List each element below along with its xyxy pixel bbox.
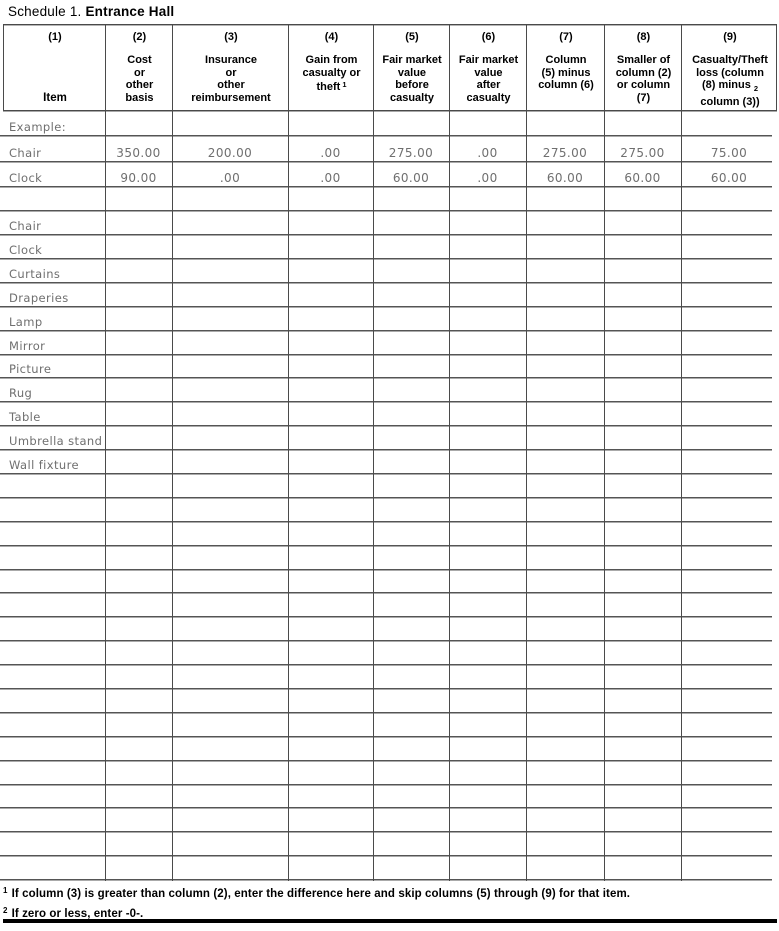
item-label: Clock	[9, 242, 43, 257]
footnote-1-text: If column (3) is greater than column (2), enter the difference here and skip columns (5) through (9) for that item.	[11, 888, 631, 900]
cell-value-col-4: .00	[320, 171, 341, 186]
item-label: Rug	[9, 386, 33, 401]
table-header	[3, 24, 777, 111]
empty-row	[0, 617, 772, 641]
column-header-5	[374, 25, 450, 110]
item-label: Table	[9, 410, 41, 425]
column-header-3	[173, 25, 289, 110]
item-row	[0, 426, 772, 450]
item-label: Chair	[9, 219, 42, 234]
column-label: Gain from casualty or theft $^1$	[302, 54, 361, 94]
empty-row	[0, 498, 772, 522]
column-divider	[681, 24, 682, 881]
example-row	[0, 136, 772, 161]
item-label: Umbrella stand	[9, 434, 103, 449]
cell-value-col-9: 75.00	[710, 145, 748, 160]
column-number: (8)	[636, 31, 651, 43]
cell-value-col-4: .00	[320, 145, 341, 160]
empty-row	[0, 570, 772, 594]
cell-value-col-6: .00	[477, 171, 498, 186]
item-label: Draperies	[9, 290, 69, 305]
cell-value-col-9: 60.00	[710, 171, 748, 186]
cell-value-col-8: 60.00	[624, 171, 661, 186]
column-number: (2)	[132, 31, 147, 43]
empty-row	[0, 808, 772, 832]
column-header-8	[605, 25, 682, 110]
column-header-6	[450, 25, 527, 110]
column-label: Cost or other basis	[125, 54, 154, 104]
item-label: Chair	[9, 145, 42, 160]
item-label: Clock	[9, 171, 43, 186]
cell-value-col-3: 200.00	[207, 145, 253, 160]
cell-value-col-5: 275.00	[388, 145, 434, 160]
cell-value-col-3: .00	[219, 171, 241, 186]
empty-row	[0, 641, 772, 665]
column-label: Casualty/Theft loss (column (8) minus $_2$ column (3))	[692, 54, 768, 108]
column-divider	[172, 24, 173, 881]
footnote-2-text: If zero or less, enter -0-.	[11, 907, 144, 920]
empty-row	[0, 522, 772, 546]
column-header-2	[106, 25, 173, 110]
column-divider	[449, 24, 450, 881]
item-row	[0, 307, 772, 331]
empty-row	[0, 665, 772, 689]
column-divider	[604, 24, 605, 881]
column-header-7	[527, 25, 605, 110]
footnote-reference: 1	[342, 80, 347, 90]
item-label: Picture	[9, 362, 52, 377]
cell-value-col-7: 275.00	[542, 145, 588, 160]
column-label: Insurance or other reimbursement	[191, 54, 271, 104]
column-header-1	[4, 25, 106, 110]
column-label: Fair market value before casualty	[382, 54, 442, 104]
page-bottom-rule	[3, 919, 777, 923]
footnote-reference: 2	[753, 84, 759, 94]
column-number: (9)	[723, 31, 737, 43]
room-title: Entrance Hall	[85, 4, 175, 19]
item-row	[0, 235, 772, 259]
example-header-row	[0, 111, 772, 136]
column-number: (5)	[405, 31, 419, 43]
item-row	[0, 450, 772, 474]
column-number: (7)	[559, 31, 573, 43]
footnote-1	[3, 883, 777, 903]
item-row	[0, 355, 772, 379]
empty-row	[0, 785, 772, 809]
column-divider	[105, 24, 106, 881]
footnotes	[3, 883, 777, 922]
item-row	[0, 259, 772, 283]
column-header-9	[682, 25, 778, 110]
page-title	[8, 4, 174, 19]
cell-value-col-2: 350.00	[116, 145, 161, 160]
item-label: Curtains	[9, 266, 61, 281]
item-row	[0, 331, 772, 355]
item-row	[0, 378, 772, 402]
empty-row	[0, 689, 772, 713]
empty-row	[0, 474, 772, 498]
cell-value-col-6: .00	[477, 145, 498, 160]
cell-value-col-2: 90.00	[120, 171, 157, 186]
column-label: Fair market value after casualty	[458, 54, 519, 104]
item-label: Example:	[9, 120, 66, 135]
empty-row	[0, 832, 772, 856]
item-row	[0, 402, 772, 426]
empty-row	[0, 593, 772, 617]
example-row	[0, 162, 772, 187]
footnote-2-ref: 2	[3, 905, 8, 915]
empty-row	[0, 761, 772, 785]
column-number: (4)	[324, 31, 339, 43]
cell-value-col-8: 275.00	[620, 145, 665, 160]
column-divider	[526, 24, 527, 881]
item-label: Lamp	[9, 314, 43, 329]
column-label: Item	[43, 92, 67, 104]
column-number: (3)	[224, 31, 238, 43]
spacer-row	[0, 187, 772, 211]
schedule-label: Schedule 1.	[8, 4, 82, 19]
empty-row	[0, 713, 772, 737]
item-row	[0, 283, 772, 307]
column-number: (6)	[481, 31, 496, 43]
column-divider	[288, 24, 289, 881]
empty-row	[0, 856, 772, 880]
column-number: (1)	[48, 31, 62, 43]
footnote-1-ref: 1	[3, 886, 8, 895]
table-body	[0, 111, 772, 880]
item-row	[0, 211, 772, 235]
cell-value-col-7: 60.00	[546, 171, 584, 186]
empty-row	[0, 737, 772, 761]
item-label: Wall fixture	[9, 457, 79, 472]
column-header-4	[289, 25, 374, 110]
cell-value-col-5: 60.00	[392, 171, 430, 186]
item-label: Mirror	[9, 338, 46, 353]
column-divider	[373, 24, 374, 881]
column-label: Smaller of column (2) or column (7)	[615, 54, 672, 104]
empty-row	[0, 546, 772, 570]
column-label: Column (5) minus column (6)	[538, 54, 594, 92]
